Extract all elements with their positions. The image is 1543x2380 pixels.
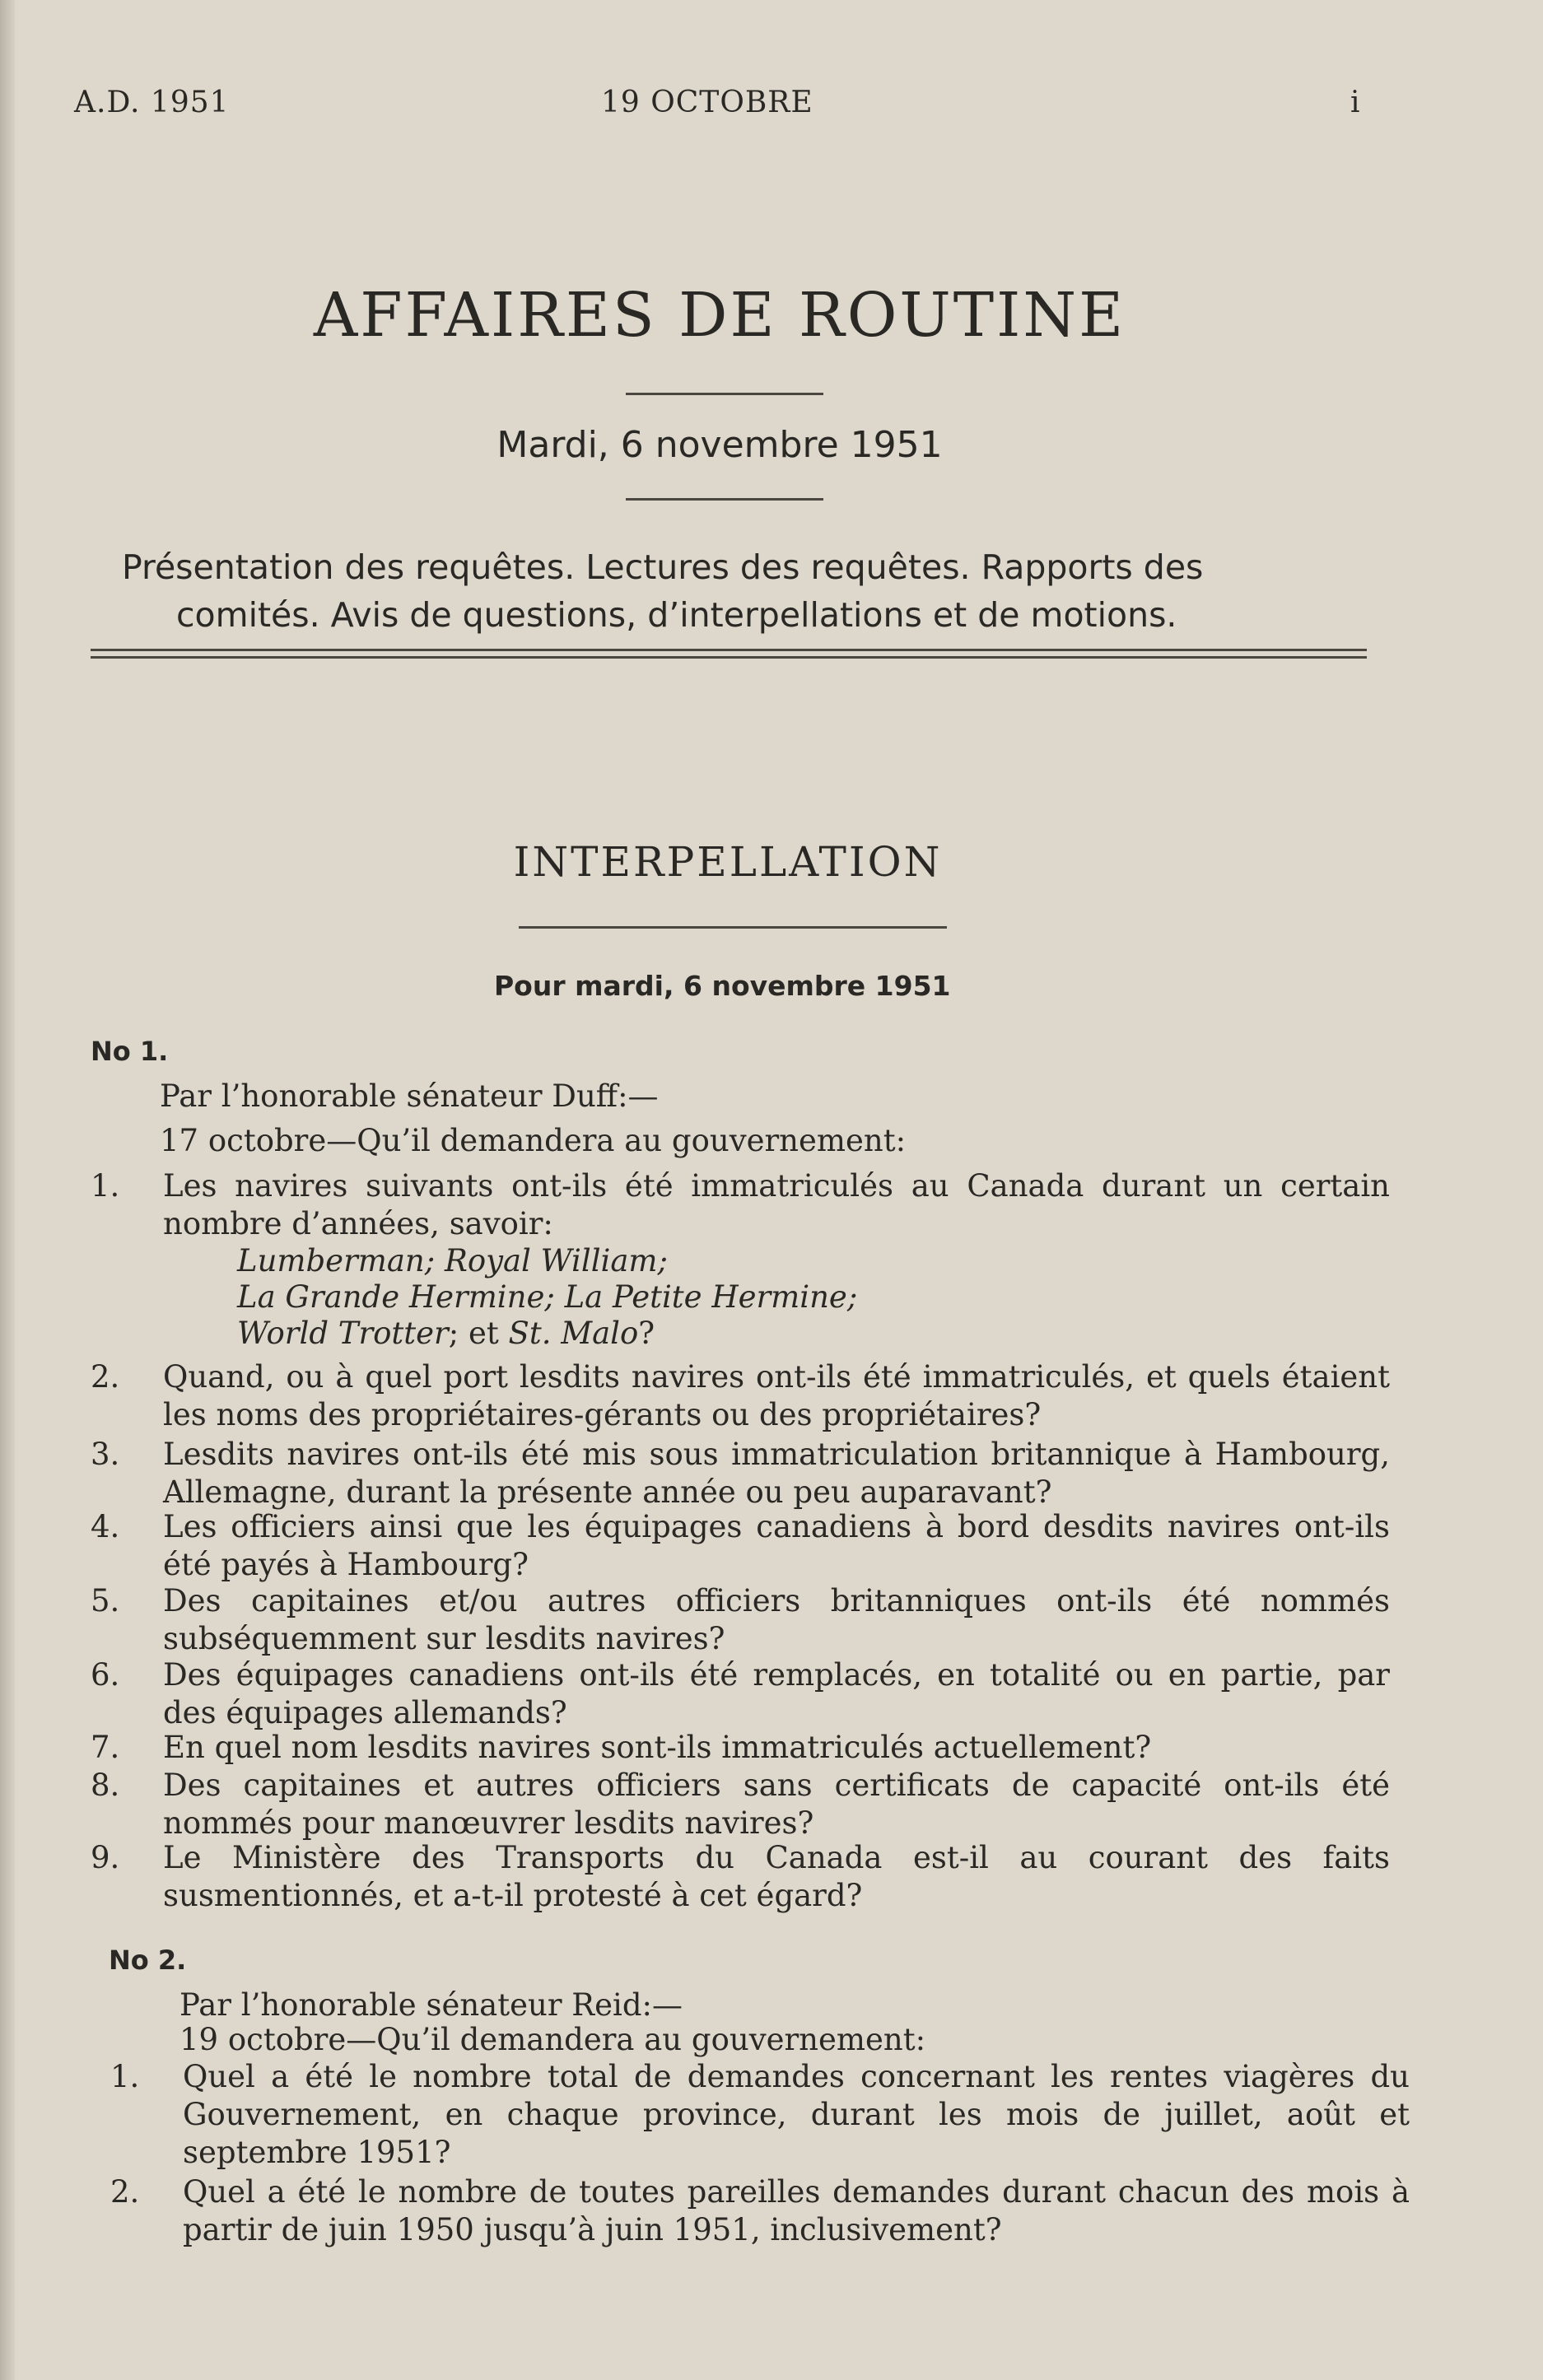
ship-name: St. Malo [508, 1316, 639, 1351]
ship-list-line-1: Lumberman; Royal William; [237, 1243, 668, 1278]
item-text: Quel a été le nombre total de demandes concernant les rentes viagères du Gouvernement, en chaque province, durant les mois de juillet, août et septembre 1951? [183, 2059, 1410, 2170]
date-rule [626, 498, 823, 501]
question-1-item-4 [91, 1508, 1390, 1584]
item-number: 2. [91, 1359, 120, 1395]
ship-list-line-2: La Grande Hermine; La Petite Hermine; [237, 1279, 858, 1315]
double-rule [91, 649, 1367, 659]
question-1-number: No 1. [91, 1036, 169, 1067]
item-text: Les officiers ainsi que les équipages canadiens à bord desdits navires ont-ils été payés à Hambourg? [163, 1509, 1390, 1582]
question-1-item-6 [91, 1656, 1390, 1732]
question-1-author: Par l’honorable sénateur Duff:— [160, 1078, 659, 1114]
question-2-item-2 [110, 2173, 1410, 2249]
agenda-line-2: comités. Avis de questions, d’interpellations et de motions. [176, 595, 1177, 635]
question-1-item-3 [91, 1436, 1390, 1511]
item-text: Quel a été le nombre de toutes pareilles demandes durant chacun des mois à partir de juin 1950 jusqu’à juin 1951, inclusivement? [183, 2174, 1410, 2247]
ship-name: World Trotter [237, 1316, 449, 1351]
agenda-paragraph [122, 543, 1332, 639]
item-number: 7. [91, 1730, 120, 1765]
ship-separator: ; et [448, 1316, 509, 1351]
question-1-intro: 17 octobre—Qu’il demandera au gouvernement: [160, 1123, 907, 1158]
question-1-item-9 [91, 1839, 1390, 1915]
question-1-item-8 [91, 1767, 1390, 1842]
item-text: Des équipages canadiens ont-ils été remplacés, en totalité ou en partie, par des équipages allemands? [163, 1657, 1390, 1730]
question-1-item-7 [91, 1729, 1390, 1767]
page-binding-edge [0, 0, 15, 2380]
page-title: AFFAIRES DE ROUTINE [313, 280, 1126, 351]
item-text: Les navires suivants ont-ils été immatriculés au Canada durant un certain nombre d’années, savoir: [163, 1168, 1390, 1241]
ship-list-line-3 [237, 1316, 655, 1351]
header-date: 19 OCTOBRE [601, 86, 813, 119]
item-number: 3. [91, 1437, 120, 1472]
section-date: Pour mardi, 6 novembre 1951 [494, 970, 951, 1002]
item-text: Le Ministère des Transports du Canada est-il au courant des faits susmentionnés, et a-t-il protesté à cet égard? [163, 1840, 1390, 1913]
ship-end: ? [638, 1316, 655, 1351]
sitting-date: Mardi, 6 novembre 1951 [496, 424, 943, 466]
question-1-item-1 [91, 1167, 1390, 1243]
item-number: 6. [91, 1657, 120, 1693]
item-number: 5. [91, 1583, 120, 1618]
question-2-intro: 19 octobre—Qu’il demandera au gouvernement: [179, 2022, 926, 2057]
item-number: 9. [91, 1840, 120, 1875]
item-number: 4. [91, 1509, 120, 1544]
item-text: Lesdits navires ont-ils été mis sous immatriculation britannique à Hambourg, Allemagne, durant la présente année ou peu auparavant? [163, 1437, 1390, 1510]
question-1-item-5 [91, 1582, 1390, 1658]
item-text: Des capitaines et autres officiers sans certificats de capacité ont-ils été nommés pour manœuvrer lesdits navires? [163, 1768, 1390, 1841]
item-number: 8. [91, 1768, 120, 1803]
section-rule [519, 926, 947, 929]
header-year: A.D. 1951 [74, 86, 230, 119]
section-title: INTERPELLATION [513, 838, 943, 886]
item-number: 1. [110, 2059, 140, 2094]
question-2-item-1 [110, 2058, 1410, 2172]
question-1-item-2 [91, 1358, 1390, 1434]
agenda-line-1: Présentation des requêtes. Lectures des requêtes. Rapports des [122, 547, 1204, 587]
item-number: 2. [110, 2174, 140, 2210]
item-text: Des capitaines et/ou autres officiers britanniques ont-ils été nommés subséquemment sur lesdits navires? [163, 1583, 1390, 1656]
question-2-author: Par l’honorable sénateur Reid:— [179, 1987, 683, 2023]
title-rule [626, 393, 823, 395]
item-text: En quel nom lesdits navires sont-ils immatriculés actuellement? [163, 1730, 1152, 1765]
question-2-number: No 2. [109, 1945, 187, 1976]
page-number: i [1350, 86, 1361, 119]
item-number: 1. [91, 1168, 120, 1204]
item-text: Quand, ou à quel port lesdits navires ont-ils été immatriculés, et quels étaient les noms des propriétaires-gérants ou des propriétaires? [163, 1359, 1390, 1432]
